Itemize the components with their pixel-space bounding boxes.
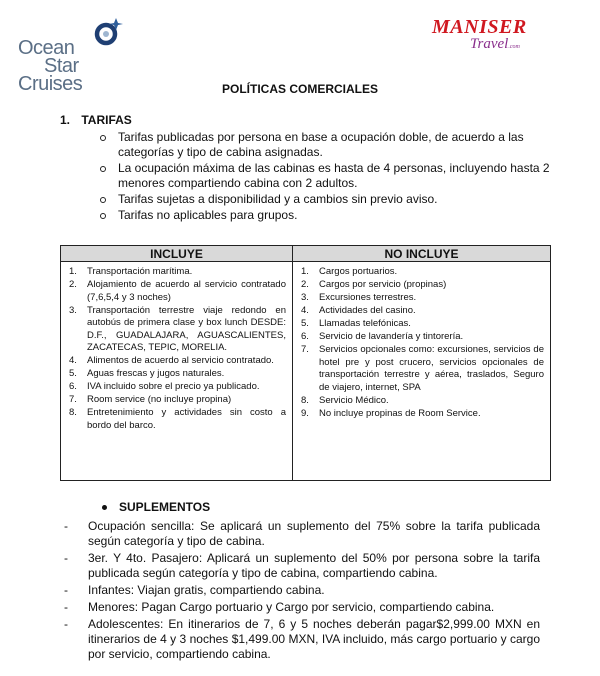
- item-number: 6.: [69, 381, 77, 392]
- list-item: [100, 161, 570, 191]
- travel-word: Travel: [470, 36, 509, 52]
- dash-bullet-icon: -: [64, 583, 68, 597]
- bullet-dot-icon: [102, 505, 107, 510]
- list-item: [65, 305, 286, 355]
- dash-bullet-icon: -: [64, 519, 68, 533]
- suplemento-label: Infantes: [88, 583, 131, 597]
- document-title: POLÍTICAS COMERCIALES: [221, 82, 378, 96]
- item-text: Entretenimiento y actividades sin costo a bordo del barco.: [87, 407, 286, 431]
- circle-bullet-icon: [100, 197, 106, 203]
- item-number: 7.: [301, 344, 309, 355]
- suplemento-text: : Viajan gratis, compartiendo cabina.: [130, 583, 325, 597]
- dash-bullet-icon: -: [64, 600, 68, 614]
- list-item: [297, 279, 544, 292]
- item-number: 5.: [69, 368, 77, 379]
- item-number: 3.: [301, 292, 309, 303]
- list-item: [65, 368, 286, 381]
- item-text: Transportación marítima.: [87, 266, 193, 277]
- maniser-travel-logo: [432, 16, 542, 56]
- suplemento-item: [64, 551, 541, 581]
- list-item: [65, 381, 286, 394]
- list-item: [65, 279, 286, 304]
- item-number: 9.: [301, 407, 309, 419]
- item-number: 5.: [301, 318, 309, 329]
- list-item: [65, 407, 286, 432]
- suplemento-text: : Se aplicará un suplemento del 75% sobre la tarifa publicada según categoría y tipo de cabina.: [88, 519, 541, 548]
- suplemento-item: [64, 617, 540, 662]
- list-item: [65, 266, 286, 279]
- no-incluye-header: NO INCLUYE: [293, 246, 551, 262]
- list-item: [65, 355, 286, 368]
- list-item: [100, 130, 570, 160]
- list-item: [297, 408, 544, 421]
- item-number: 1.: [301, 266, 309, 277]
- section-title: TARIFAS: [81, 113, 132, 127]
- list-item-text: Tarifas no aplicables para grupos.: [118, 208, 298, 222]
- item-number: 3.: [69, 304, 77, 316]
- list-item: [297, 395, 544, 408]
- no-incluye-column: [293, 262, 551, 481]
- list-item-text: Tarifas sujetas a disponibilidad y a cambios sin previo aviso.: [118, 192, 438, 206]
- list-item: [297, 305, 544, 318]
- logo-text-line2: Star: [44, 55, 79, 77]
- incluye-table: [60, 245, 551, 481]
- circle-bullet-icon: [100, 135, 106, 141]
- logo-text-line1: Ocean: [18, 37, 75, 59]
- item-text: Servicios opcionales como: excursiones, servicios de hotel pre y post crucero, servicios opcionales de transportación terrestre y aérea, traslados, Seguro de viajero, internet, SPA: [319, 344, 544, 393]
- item-number: 4.: [69, 355, 77, 366]
- item-text: Transportación terrestre viaje redondo en autobús de primera clase y box lunch DESDE: D.F., GUADALAJARA, AGUASCALIENTES, ZACATECAS, TEPIC, MORELIA.: [87, 304, 286, 353]
- suplemento-text: : Pagan Cargo portuario y Cargo por servicio, compartiendo cabina.: [134, 600, 495, 614]
- item-number: 8.: [69, 407, 77, 418]
- item-number: 4.: [301, 305, 309, 316]
- incluye-header: INCLUYE: [61, 246, 293, 262]
- no-incluye-list: [297, 266, 544, 420]
- dash-bullet-icon: -: [64, 551, 68, 565]
- item-number: 1.: [69, 266, 77, 277]
- maniser-brand: MANISER: [432, 16, 527, 38]
- suplemento-item: [64, 600, 540, 615]
- section-heading-tarifas: [60, 113, 132, 127]
- item-text: Aguas frescas y jugos naturales.: [87, 368, 225, 379]
- item-number: 8.: [301, 394, 309, 406]
- item-text: Room service (no incluye propina): [87, 394, 232, 405]
- item-text: Servicio de lavandería y tintorería.: [319, 331, 464, 342]
- circle-bullet-icon: [100, 166, 106, 172]
- list-item-text: La ocupación máxima de las cabinas es hasta de 4 personas, incluyendo hasta 2 menores compartiendo cabina con 2 adultos.: [118, 161, 550, 190]
- item-text: Cargos portuarios.: [319, 266, 398, 277]
- incluye-list: [65, 266, 286, 432]
- list-item: [297, 292, 544, 305]
- list-item-text: Tarifas publicadas por persona en base a ocupación doble, de acuerdo a las categorías y tipo de cabina asignadas.: [118, 130, 524, 159]
- list-item: [100, 208, 570, 223]
- item-text: Excursiones terrestres.: [319, 292, 417, 303]
- suplemento-label: Menores: [88, 600, 135, 614]
- item-text: Alimentos de acuerdo al servicio contratado.: [87, 355, 274, 366]
- item-number: 7.: [69, 394, 77, 405]
- ring-plus-icon: [92, 14, 128, 50]
- item-number: 2.: [301, 279, 309, 290]
- item-text: Servicio Médico.: [319, 394, 389, 406]
- item-text: Llamadas telefónicas.: [319, 318, 411, 329]
- suplemento-text: : En itinerarios de 7, 6 y 5 noches deberán pagar$2,999.00 MXN en itinerarios de 4 y 3 noches $1,499.00 MXN, IVA incluido, más cargo portuario y cargo por servicio, compartiendo cabina.: [88, 617, 540, 661]
- list-item: [297, 344, 544, 394]
- item-text: IVA incluido sobre el precio ya publicado.: [87, 381, 260, 392]
- item-number: 2.: [69, 279, 77, 290]
- logo-text-line3: Cruises: [18, 73, 83, 95]
- list-item: [297, 318, 544, 331]
- suplementos-heading: [102, 500, 210, 514]
- circle-bullet-icon: [100, 213, 106, 219]
- item-number: 6.: [301, 331, 309, 342]
- item-text: Cargos por servicio (propinas): [319, 279, 447, 290]
- list-item: [297, 331, 544, 344]
- item-text: Alojamiento de acuerdo al servicio contratado (7,6,5,4 y 3 noches): [87, 279, 286, 303]
- suplemento-label: Adolescentes: [88, 617, 161, 631]
- suplementos-list: [64, 519, 541, 664]
- suplemento-item: [64, 519, 541, 549]
- travel-wordmark: [470, 36, 520, 53]
- suplemento-text: : Aplicará un suplemento del 50% por persona sobre la tarifa publicada según categoría y tipo de cabina, compartiendo cabina.: [88, 551, 541, 580]
- travel-suffix: .com: [508, 44, 520, 50]
- list-item: [100, 192, 570, 207]
- suplementos-title: SUPLEMENTOS: [119, 500, 211, 514]
- list-item: [297, 266, 544, 279]
- suplemento-item: [64, 583, 540, 598]
- item-text: Actividades del casino.: [319, 305, 416, 316]
- section-number: 1.: [60, 113, 71, 127]
- incluye-column: [61, 262, 293, 481]
- list-item: [65, 394, 286, 407]
- item-text: No incluye propinas de Room Service.: [319, 407, 481, 419]
- suplemento-label: Ocupación sencilla: [88, 519, 192, 533]
- suplemento-label: 3er. Y 4to. Pasajero: [88, 551, 199, 565]
- tarifas-list: [100, 130, 570, 224]
- dash-bullet-icon: -: [64, 617, 68, 631]
